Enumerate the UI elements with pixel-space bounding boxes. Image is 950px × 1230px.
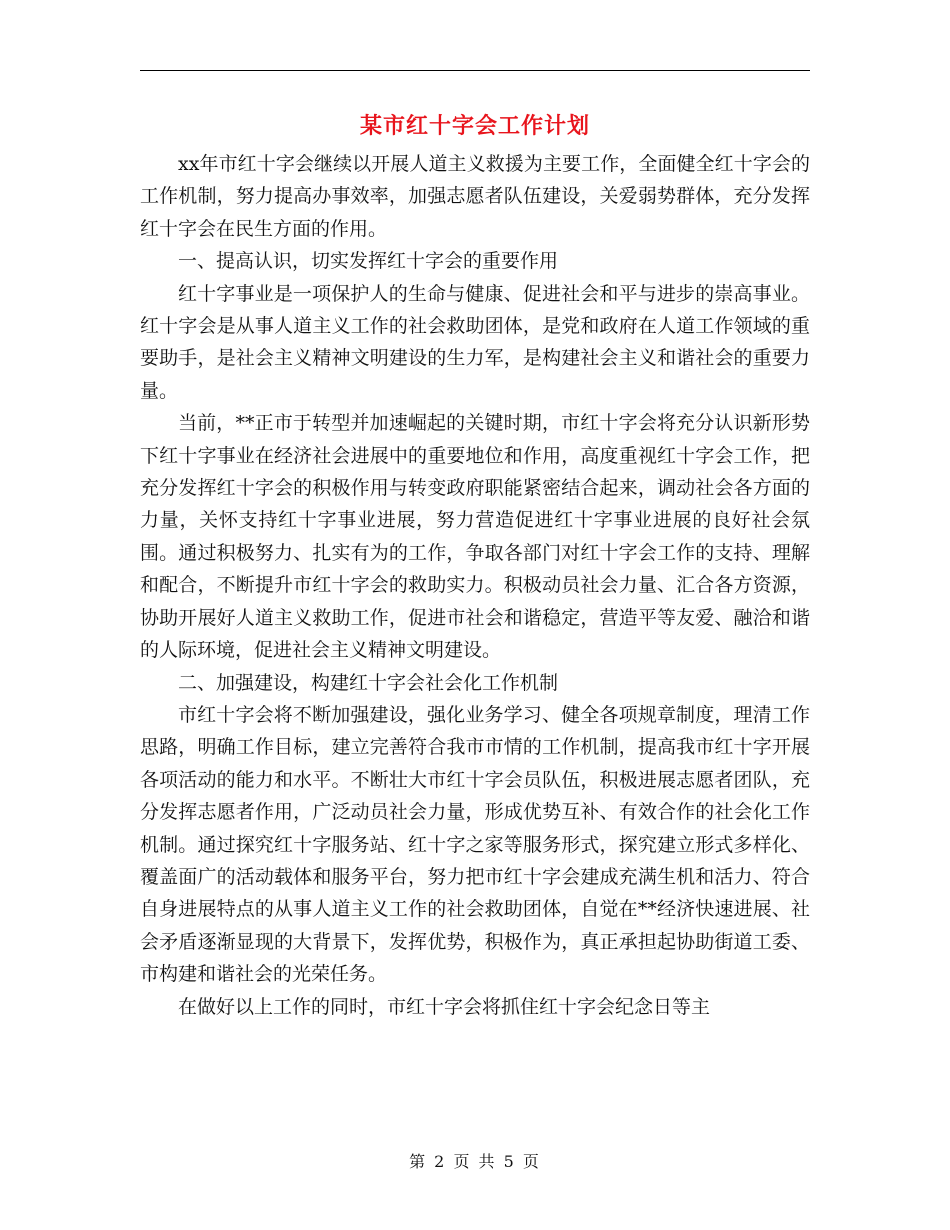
page-number: 第 2 页 共 5 页: [409, 1152, 541, 1171]
section-1-paragraph-1: 红十字事业是一项保护人的生命与健康、促进社会和平与进步的崇高事业。红十字会是从事人道主义工作的社会救助团体，是党和政府在人道工作领域的重要助手，是社会主义精神文明建设的生力军，是构建社会主义和谐社会的重要力量。: [140, 282, 810, 402]
intro-paragraph: xx年市红十字会继续以开展人道主义救援为主要工作，全面健全红十字会的工作机制，努力提高办事效率，加强志愿者队伍建设，关爱弱势群体，充分发挥红十字会在民生方面的作用。: [140, 153, 810, 240]
section-2-paragraph-2: 在做好以上工作的同时，市红十字会将抓住红十字会纪念日等主: [178, 995, 711, 1018]
section-2-paragraph-1: 市红十字会将不断加强建设，强化业务学习、健全各项规章制度，理清工作思路，明确工作目标，建立完善符合我市市情的工作机制，提高我市红十字开展各项活动的能力和水平。不断壮大市红十字会员队伍，积极进展志愿者团队，充分发挥志愿者作用，广泛动员社会力量，形成优势互补、有效合作的社会化工作机制。通过探究红十字服务站、红十字之家等服务形式，探究建立形式多样化、覆盖面广的活动载体和服务平台，努力把市红十字会建成充满生机和活力、符合自身进展特点的从事人道主义工作的社会救助团体，自觉在**经济快速进展、社会矛盾逐渐显现的大背景下，发挥优势，积极作为，真正承担起协助街道工委、市构建和谐社会的光荣任务。: [140, 703, 810, 986]
header-rule: [140, 70, 810, 71]
document-title: 某市红十字会工作计划: [359, 113, 590, 139]
section-heading-1: 一、提高认识，切实发挥红十字会的重要作用: [178, 250, 559, 273]
section-heading-2: 二、加强建设，构建红十字会社会化工作机制: [178, 671, 559, 694]
section-1-paragraph-2: 当前，**正市于转型并加速崛起的关键时期，市红十字会将充分认识新形势下红十字事业在经济社会进展中的重要地位和作用，高度重视红十字会工作，把充分发挥红十字会的积极作用与转变政府职能紧密结合起来，调动社会各方面的力量，关怀支持红十字事业进展，努力营造促进红十字事业进展的良好社会氛围。通过积极努力、扎实有为的工作，争取各部门对红十字会工作的支持、理解和配合，不断提升市红十字会的救助实力。积极动员社会力量、汇合各方资源，协助开展好人道主义救助工作，促进市社会和谐稳定，营造平等友爱、融洽和谐的人际环境，促进社会主义精神文明建设。: [140, 412, 810, 662]
document-body: [140, 148, 810, 1023]
